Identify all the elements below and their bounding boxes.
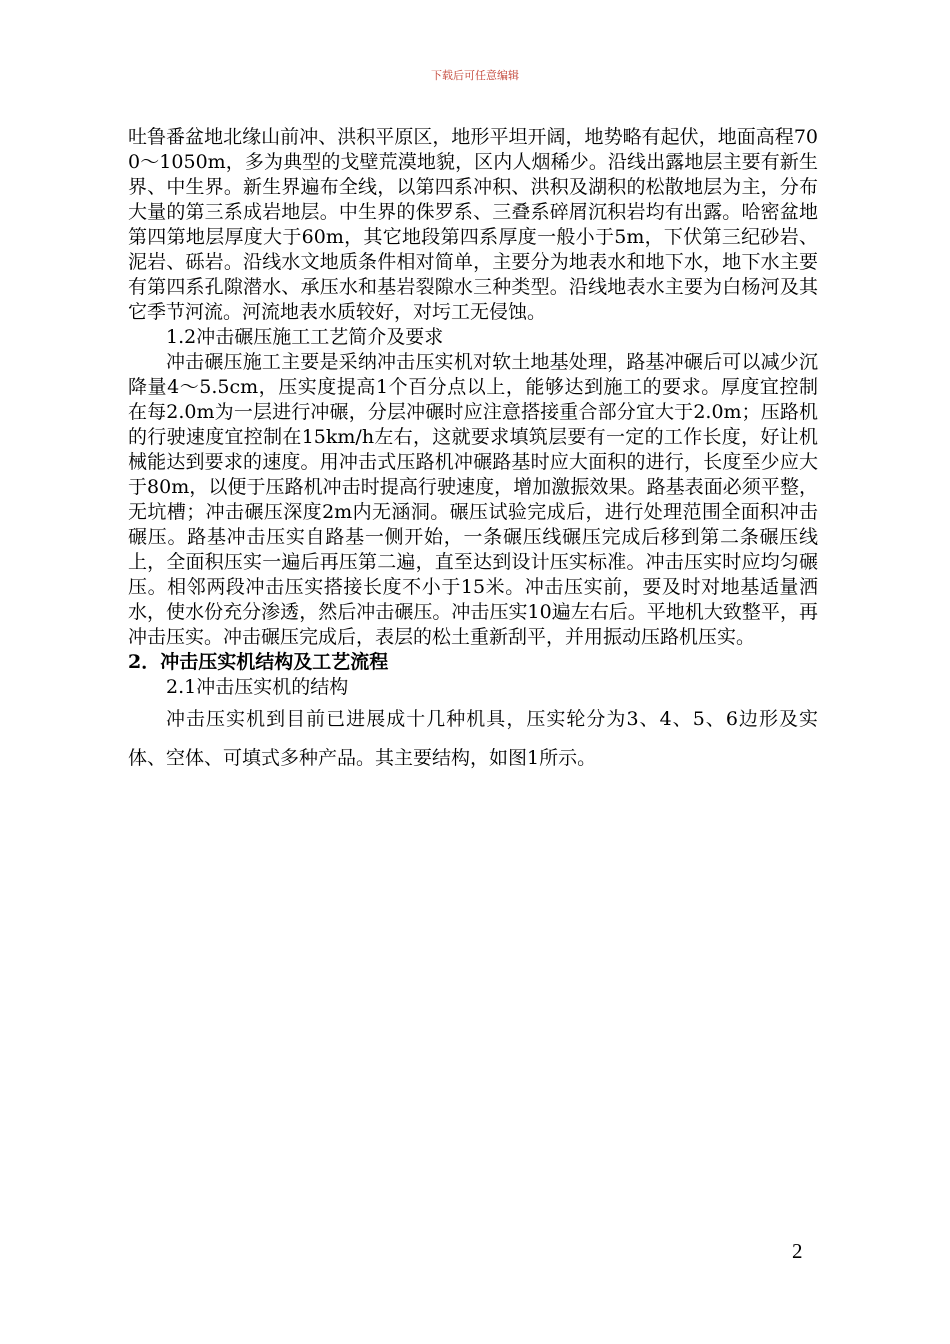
construction-process-paragraph: 冲击碾压施工主要是采纳冲击压实机对软土地基处理，路基冲碾后可以减少沉降量4～5.5cm，压实度提高1个百分点以上，能够达到施工的要求。厚度宜控制在每2.0m为一层进行冲碾，分层冲碾时应注意搭接重合部分宜大于2.0m；压路机的行驶速度宜控制在15km/h左右，这就要求填筑层要有一定的工作长度，好让机械能达到要求的速度。用冲击式压路机冲碾路基时应大面积的进行，长度至少应大于80m，以便于压路机冲击时提高行驶速度，增加激振效果。路基表面必须平整，无坑槽；冲击碾压深度2m内无涵洞。碾压试验完成后，进行处理范围全面积冲击碾压。路基冲击压实自路基一侧开始，一条碾压线碾压完成后移到第二条碾压线上，全面积压实一遍后再压第二遍，直至达到设计压实标准。冲击压实时应均匀碾压。相邻两段冲击压实搭接长度不小于15米。冲击压实前，要及时对地基适量洒水，使水份充分渗透，然后冲击碾压。冲击压实10遍左右后。平地机大致整平，再冲击压实。冲击碾压完成后，表层的松土重新刮平，并用振动压路机压实。 xyxy=(128,351,818,648)
section-1-2-heading: 1.2冲击碾压施工工艺简介及要求 xyxy=(166,326,444,348)
page-number: 2 xyxy=(792,1239,803,1263)
geology-paragraph: 吐鲁番盆地北缘山前冲、洪积平原区，地形平坦开阔，地势略有起伏，地面高程700～1050m，多为典型的戈壁荒漠地貌，区内人烟稀少。沿线出露地层主要有新生界、中生界。新生界遍布全线，以第四系冲积、洪积及湖积的松散地层为主，分布大量的第三系成岩地层。中生界的侏罗系、三叠系碎屑沉积岩均有出露。哈密盆地第四第地层厚度大于60m，其它地段第四系厚度一般小于5m，下伏第三纪砂岩、泥岩、砾岩。沿线水文地质条件相对简单，主要分为地表水和地下水，地下水主要有第四系孔隙潜水、承压水和基岩裂隙水三种类型。沿线地表水主要为白杨河及其它季节河流。河流地表水质较好，对圬工无侵蚀。 xyxy=(128,126,818,323)
header-watermark: 下载后可任意编辑 xyxy=(431,69,519,82)
document-body xyxy=(128,125,818,778)
section-2-1-heading: 2.1冲击压实机的结构 xyxy=(166,676,349,698)
machine-structure-paragraph: 冲击压实机到目前已进展成十几种机具，压实轮分为3、4、5、6边形及实体、空体、可填式多种产品。其主要结构，如图1所示。 xyxy=(128,708,818,769)
section-2-heading: 2．冲击压实机结构及工艺流程 xyxy=(128,651,389,673)
